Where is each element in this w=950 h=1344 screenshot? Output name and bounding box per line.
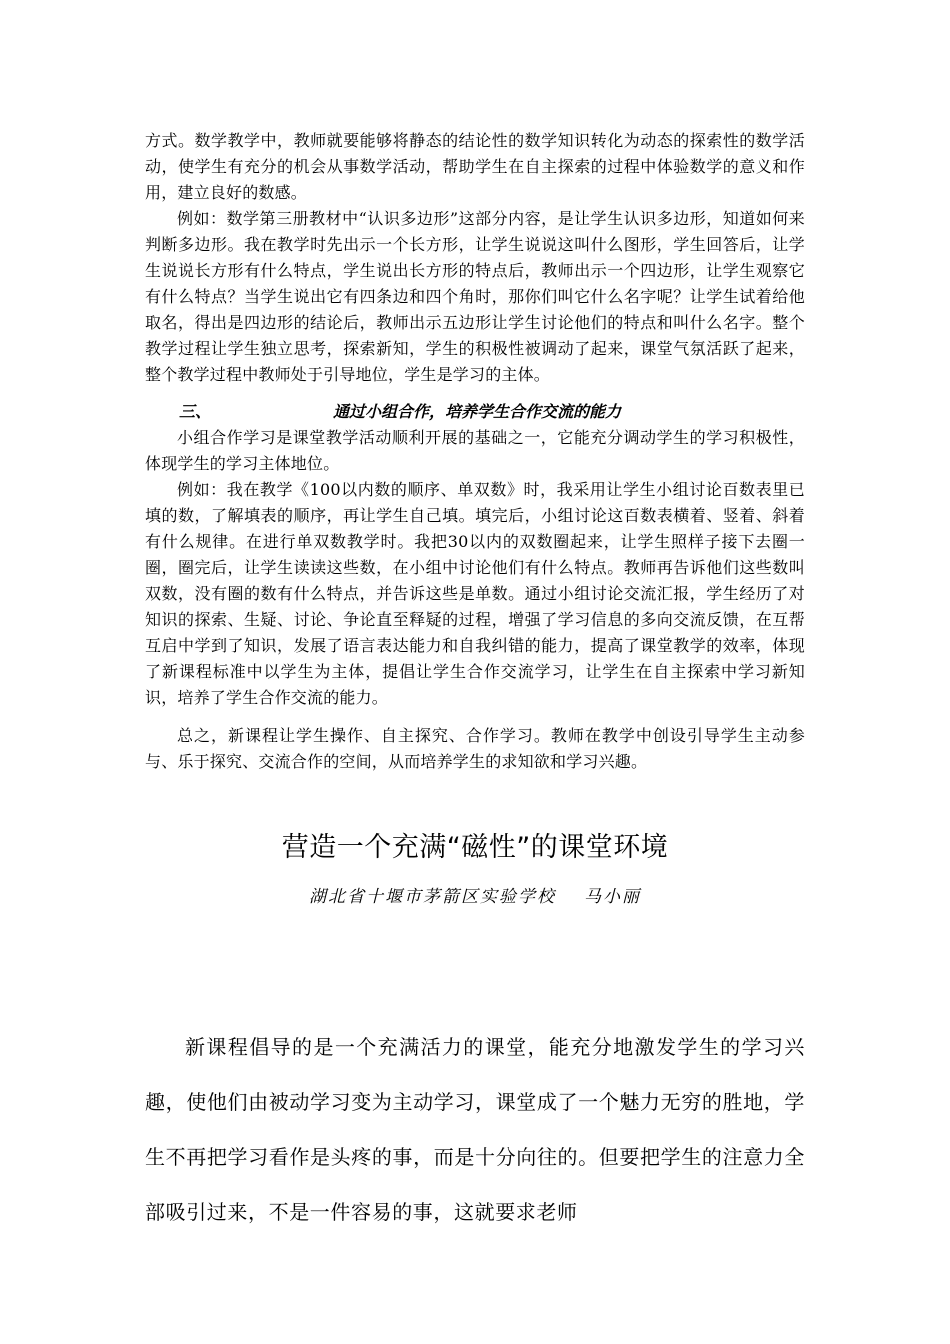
section-number: 三、 <box>179 402 212 421</box>
author-name: 马小丽 <box>584 887 641 907</box>
paragraph-polygon-example: 例如：数学第三册教材中“认识多边形”这部分内容，是让学生认识多边形，知道如何来判断多边形。我在教学时先出示一个长方形，让学生说说这叫什么图形，学生回答后，让学生说说长方形有什么特点，学生说出长方形的特点后，教师出示一个四边形，让学生观察它有什么特点？当学生说出它有四条边和四个角时，那你们叫它什么名字呢？让学生试着给他取名，得出是四边形的结论后，教师出示五边形让学生讨论他们的特点和叫什么名字。整个教学过程让学生独立思考，探索新知，学生的积极性被调动了起来，课堂气氛活跃了起来，整个教学过程中教师处于引导地位，学生是学习的主体。 <box>145 209 805 384</box>
paragraph-mathematics-activity: 方式。数学教学中，教师就要能够将静态的结论性的数学知识转化为动态的探索性的数学活动，使学生有充分的机会从事数学活动，帮助学生在自主探索的过程中体验数学的意义和作用，建立良好的数感。 <box>145 131 805 202</box>
article-body-paragraph: 新课程倡导的是一个充满活力的课堂，能充分地激发学生的学习兴趣，使他们由被动学习变为主动学习，课堂成了一个魅力无穷的胜地，学生不再把学习看作是头疼的事，而是十分向往的。但要把学生的注意力全部吸引过来，不是一件容易的事，这就要求老师 <box>145 1035 805 1224</box>
author-organization: 湖北省十堰市茅箭区实验学校 <box>309 887 556 907</box>
paragraph-group-cooperation: 小组合作学习是课堂教学活动顺利开展的基础之一，它能充分调动学生的学习积极性，体现学生的学习主体地位。 <box>145 428 805 473</box>
article-title: 营造一个充满“磁性”的课堂环境 <box>281 832 669 863</box>
byline <box>0 882 950 912</box>
section-title: 通过小组合作，培养学生合作交流的能力 <box>333 402 622 421</box>
paragraph-conclusion: 总之，新课程让学生操作、自主探究、合作学习。教师在教学中创设引导学生主动参与、乐于探究、交流合作的空间，从而培养学生的求知欲和学习兴趣。 <box>145 726 805 771</box>
section-heading <box>145 399 805 425</box>
paragraph-hundred-table-example: 例如：我在教学《100以内数的顺序、单双数》时，我采用让学生小组讨论百数表里已填的数，了解填表的顺序，再让学生自己填。填完后，小组讨论这百数表横着、竖着、斜着有什么规律。在进行单双数教学时。我把30以内的双数圈起来，让学生照样子接下去圈一圈，圈完后，让学生读读这些数，在小组中讨论他们有什么特点。教师再告诉他们这些数叫双数，没有圈的数有什么特点，并告诉这些是单数。通过小组讨论交流汇报，学生经历了对知识的探索、生疑、讨论、争论直至释疑的过程，增强了学习信息的多向交流反馈，在互帮互启中学到了知识，发展了语言表达能力和自我纠错的能力，提高了课堂教学的效率，体现了新课程标准中以学生为主体，提倡让学生合作交流学习，让学生在自主探索中学习新知识，培养了学生合作交流的能力。 <box>145 480 805 707</box>
